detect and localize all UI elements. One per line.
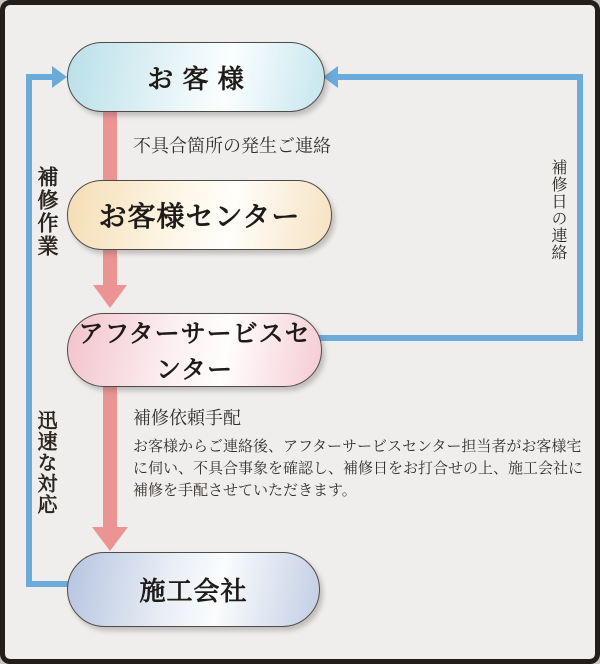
connector-right-bottom-line [318, 335, 583, 341]
connector-center-to-after-service-line [103, 245, 117, 286]
node-customer [67, 42, 325, 112]
connector-left-bottom-line [26, 581, 71, 587]
arrowhead-into-customer-right-icon [323, 66, 338, 88]
node-construction-company [67, 552, 320, 627]
arrowhead-down-construction-icon [92, 527, 128, 551]
connector-right-top-line [338, 74, 583, 80]
arrowhead-down-after-service-icon [93, 285, 127, 308]
node-after-service-center [67, 313, 322, 387]
label-prompt-response-vertical: 迅速な対応 [34, 410, 56, 515]
node-customer-center-label: お客様センター [98, 201, 301, 232]
connector-left-top-line [26, 74, 54, 80]
description-text: お客様からご連絡後、アフターサービスセンター担当者がお客様宅に伺い、不具合事象を確認し、補修日をお打合せの上、施工会社に補修を手配させていただきます。 [133, 438, 584, 499]
connector-after-service-to-construction-line [103, 380, 117, 528]
node-customer-label: お 客 様 [147, 63, 245, 94]
label-repair-request: 補修依頼手配 [133, 408, 241, 428]
connector-customer-to-center-line [103, 105, 117, 183]
label-repair-date-vertical: 補修日の連絡 [549, 159, 566, 261]
node-customer-center [67, 180, 332, 250]
label-defect-report: 不具合箇所の発生ご連絡 [133, 136, 331, 156]
arrowhead-into-customer-left-icon [52, 66, 67, 88]
node-construction-company-label: 施工会社 [139, 576, 248, 606]
connector-right-vertical-line [577, 74, 583, 341]
node-after-service-center-label: アフターサービスセンター [78, 320, 311, 384]
label-repair-work-vertical: 補修作業 [35, 166, 58, 258]
